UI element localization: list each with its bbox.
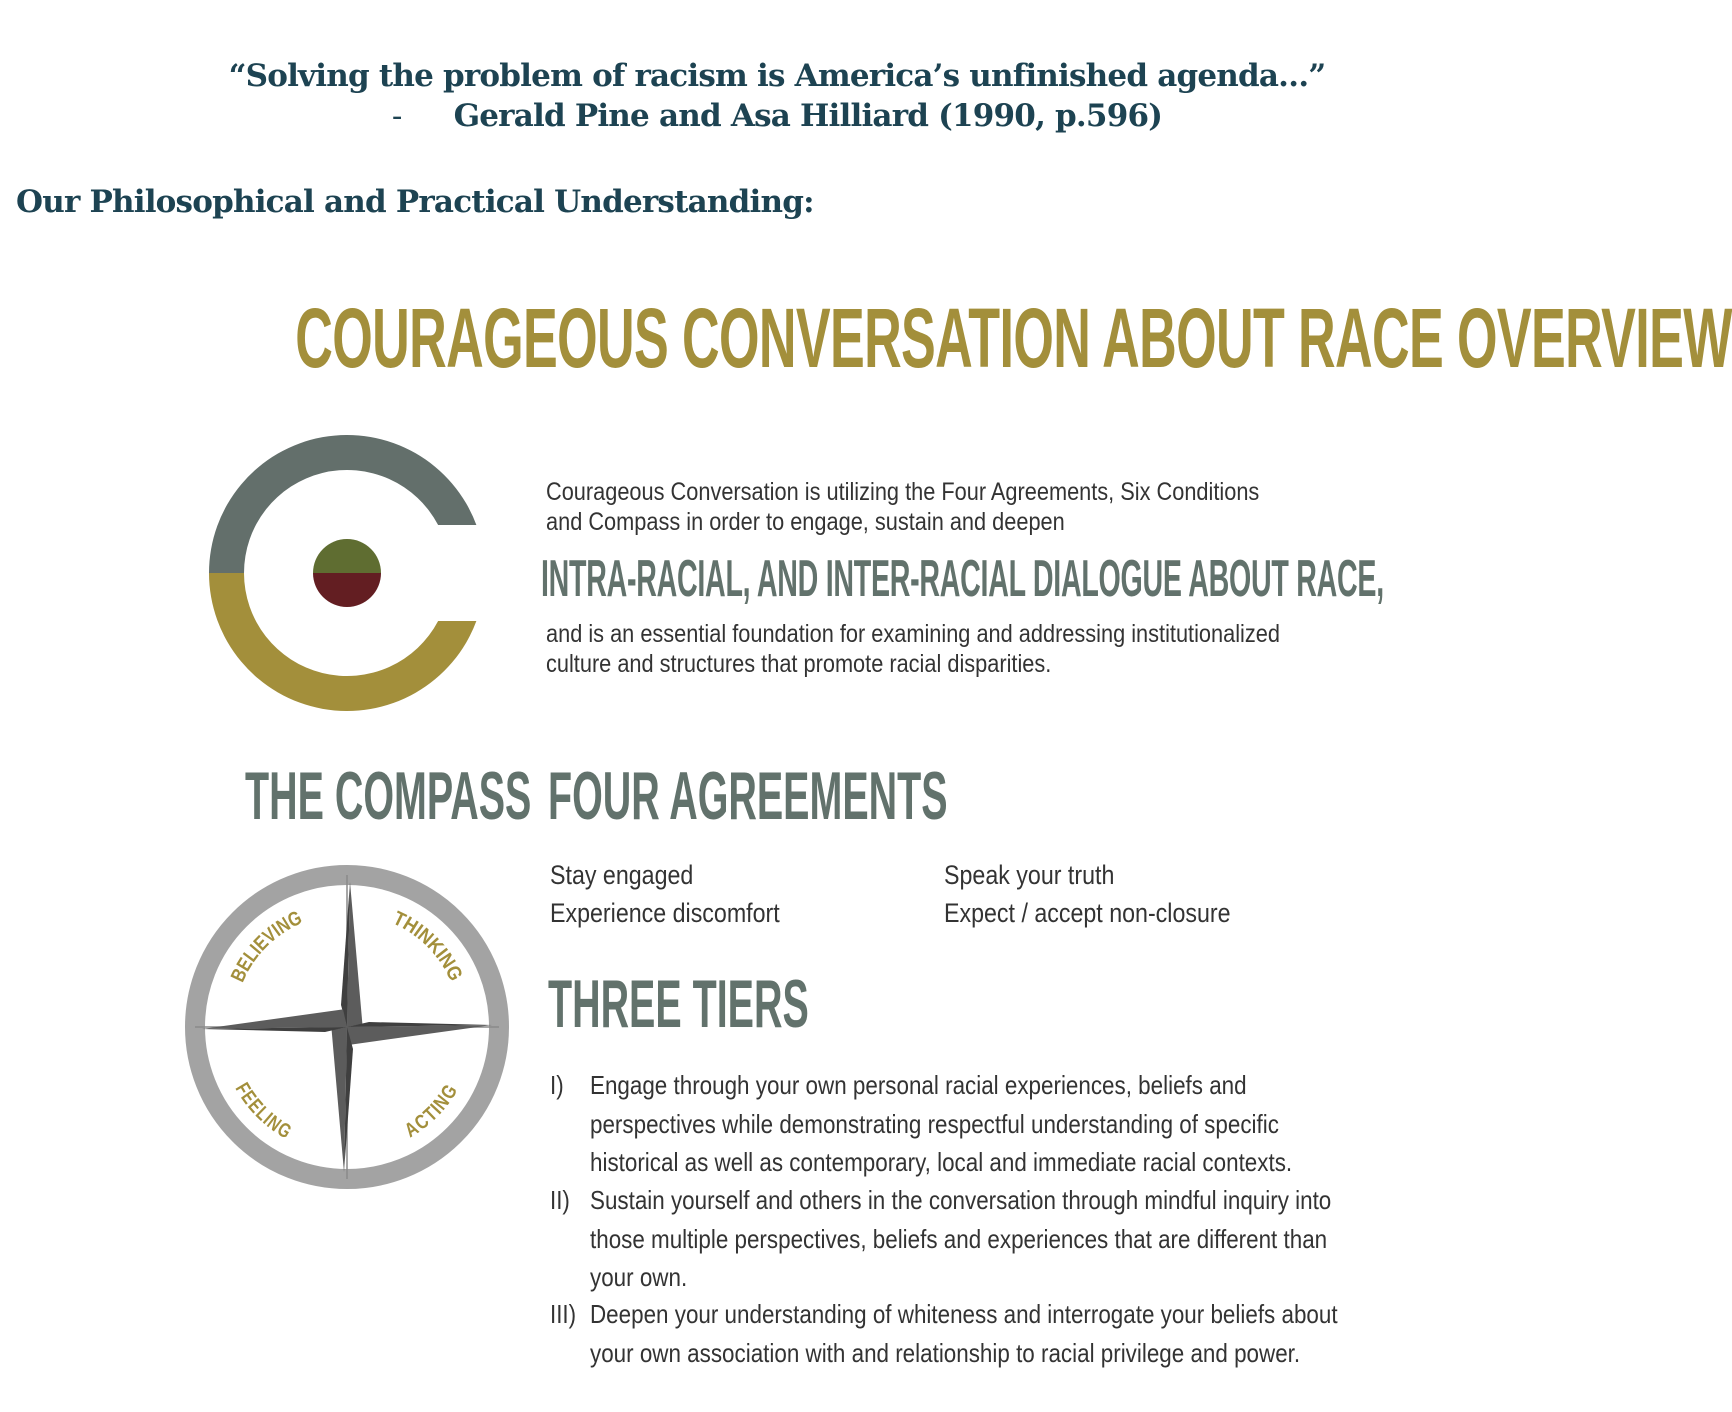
compass-label-acting: ACTING: [400, 1078, 464, 1143]
quote-dash: -: [391, 98, 402, 134]
page-title: COURAGEOUS CONVERSATION ABOUT RACE OVERVIEW: [295, 291, 1732, 385]
intro-line-2: and Compass in order to engage, sustain and deepen: [546, 508, 1065, 536]
courageous-conversation-logo: [206, 432, 488, 714]
tier-text: Sustain yourself and others in the conversation through mindful inquiry into those multiple perspectives, beliefs and experiences that are different than your own.: [590, 1185, 1332, 1292]
compass-needle-light: [347, 1025, 492, 1045]
four-agreements-title: FOUR AGREEMENTS: [548, 758, 948, 834]
compass-diagram: [180, 860, 514, 1194]
intro-line-1: Courageous Conversation is utilizing the Four Agreements, Six Conditions: [546, 478, 1260, 506]
compass-title: THE COMPASS: [245, 758, 532, 834]
intro-emphasis: INTRA-RACIAL, AND INTER-RACIAL DIALOGUE ABOUT RACE,: [541, 550, 1384, 608]
intro-line-4: culture and structures that promote racial disparities.: [546, 650, 1052, 678]
agreement-item: Speak your truth: [944, 860, 1115, 890]
agreement-item: Stay engaged: [550, 860, 694, 890]
agreement-item: Expect / accept non-closure: [944, 898, 1231, 928]
section-heading: Our Philosophical and Practical Understanding:: [16, 184, 814, 220]
three-tiers-title: THREE TIERS: [548, 966, 809, 1042]
quote-attribution-line: [0, 98, 1554, 134]
intro-line-3: and is an essential foundation for examining and addressing institutionalized: [546, 620, 1280, 648]
tier-number: I): [550, 1070, 564, 1100]
intro-body: [546, 619, 1390, 679]
compass-label-thinking: THINKING: [389, 907, 468, 987]
tier-number: III): [550, 1299, 577, 1329]
tier-text: Deepen your understanding of whiteness and interrogate your beliefs about your own association with and relationship to racial privilege and power.: [590, 1299, 1338, 1368]
compass-label-feeling: FEELING: [230, 1079, 298, 1146]
quote-text: “Solving the problem of racism is America’s unfinished agenda…”: [228, 58, 1326, 94]
tier-number: II): [550, 1185, 570, 1215]
tier-text: Engage through your own personal racial experiences, beliefs and perspectives while demonstrating respectful understanding of specific historical as well as contemporary, local and immediate racial contexts.: [590, 1070, 1293, 1177]
agreement-item: Experience discomfort: [550, 898, 780, 928]
compass-label-believing: BELIEVING: [226, 905, 308, 986]
intro-lead: [546, 477, 1366, 537]
quote-attribution: Gerald Pine and Asa Hilliard (1990, p.596): [453, 98, 1163, 134]
logo-dot-top: [313, 539, 381, 573]
compass-needle-light: [202, 1009, 347, 1029]
logo-dot-bottom: [313, 573, 381, 607]
